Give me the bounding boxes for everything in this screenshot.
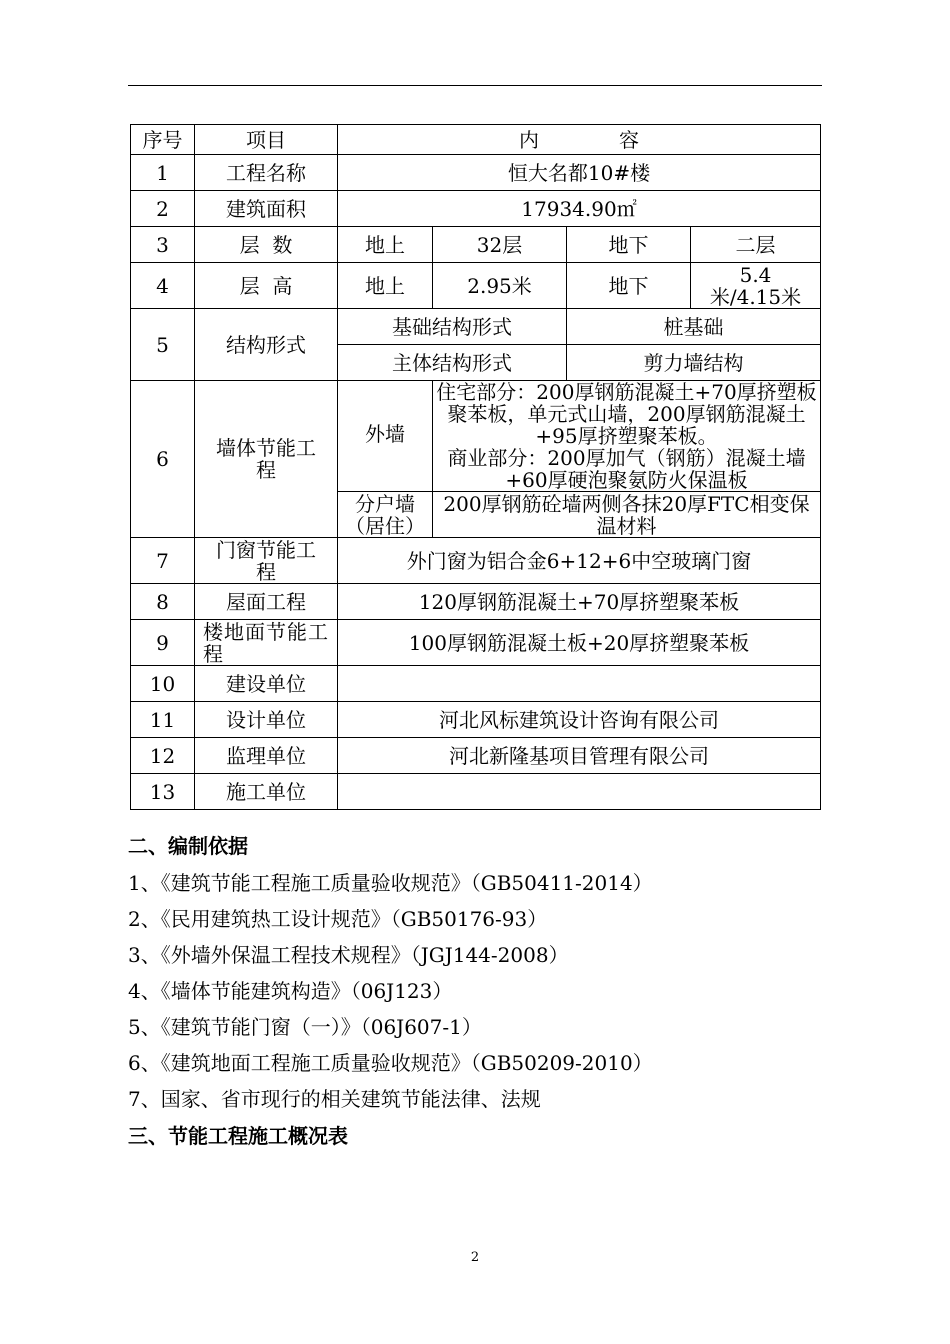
row-content: 100厚钢筋混凝土板+20厚挤塑聚苯板 [338, 620, 821, 666]
row-number: 13 [131, 774, 195, 810]
header-item: 项目 [195, 125, 338, 155]
basis-item: 1、《建筑节能工程施工质量验收规范》（GB50411-2014） [128, 871, 653, 895]
row-item: 层 高 [195, 263, 338, 309]
partition-wall-value: 200厚钢筋砼墙两侧各抹20厚FTC相变保温材料 [433, 492, 821, 538]
header-seq: 序号 [131, 125, 195, 155]
row-number: 8 [131, 584, 195, 620]
row-number: 3 [131, 227, 195, 263]
above-ground-floors: 32层 [433, 227, 567, 263]
table-row [131, 155, 821, 191]
basis-item: 2、《民用建筑热工设计规范》（GB50176-93） [128, 907, 548, 931]
table-row [131, 702, 821, 738]
row-item: 工程名称 [195, 155, 338, 191]
row-content: 外门窗为铝合金6+12+6中空玻璃门窗 [338, 538, 821, 584]
exterior-wall-label: 外墙 [338, 381, 433, 492]
row-number: 1 [131, 155, 195, 191]
table-row [131, 191, 821, 227]
table-row [131, 666, 821, 702]
header-rule [128, 85, 822, 86]
below-ground-floors: 二层 [691, 227, 821, 263]
row-number: 7 [131, 538, 195, 584]
basis-item: 5、《建筑节能门窗（一）》（06J607-1） [128, 1015, 482, 1039]
row-content: 河北新隆基项目管理有限公司 [338, 738, 821, 774]
row-content: 17934.90㎡ [338, 191, 821, 227]
above-ground-label: 地上 [338, 227, 433, 263]
basis-item: 4、《墙体节能建筑构造》（06J123） [128, 979, 453, 1003]
row-item: 墙体节能工程 [195, 381, 338, 538]
residential-wall-spec: 住宅部分：200厚钢筋混凝土+70厚挤塑板聚苯板，单元式山墙，200厚钢筋混凝土+95厚挤塑聚苯板。 [436, 380, 817, 448]
table-row [131, 738, 821, 774]
row-number: 6 [131, 381, 195, 538]
table-row [131, 774, 821, 810]
row-number: 9 [131, 620, 195, 666]
basis-heading: 二、编制依据 [128, 834, 248, 858]
overview-heading: 三、节能工程施工概况表 [128, 1124, 348, 1148]
row-item: 屋面工程 [195, 584, 338, 620]
table-row [131, 309, 821, 345]
table-row [131, 584, 821, 620]
foundation-structure-value: 桩基础 [567, 309, 821, 345]
row-item: 建设单位 [195, 666, 338, 702]
row-item: 设计单位 [195, 702, 338, 738]
partition-wall-label: 分户墙（居住） [338, 492, 433, 538]
exterior-wall-value [433, 381, 821, 492]
table-row [131, 620, 821, 666]
foundation-structure-label: 基础结构形式 [338, 309, 567, 345]
project-info-table [130, 124, 821, 810]
main-structure-value: 剪力墙结构 [567, 345, 821, 381]
row-content [338, 666, 821, 702]
main-structure-label: 主体结构形式 [338, 345, 567, 381]
below-ground-height: 5.4米/4.15米 [691, 263, 821, 309]
row-content [338, 774, 821, 810]
row-number: 10 [131, 666, 195, 702]
basis-item: 3、《外墙外保温工程技术规程》（JGJ144-2008） [128, 943, 569, 967]
below-ground-label: 地下 [567, 263, 691, 309]
table-row [131, 538, 821, 584]
row-content: 恒大名都10#楼 [338, 155, 821, 191]
basis-item: 6、《建筑地面工程施工质量验收规范》（GB50209-2010） [128, 1051, 653, 1075]
table-header-row [131, 125, 821, 155]
header-content: 内 容 [338, 125, 821, 155]
row-item: 施工单位 [195, 774, 338, 810]
row-content: 120厚钢筋混凝土+70厚挤塑聚苯板 [338, 584, 821, 620]
row-number: 5 [131, 309, 195, 381]
row-content: 河北风标建筑设计咨询有限公司 [338, 702, 821, 738]
basis-item: 7、国家、省市现行的相关建筑节能法律、法规 [128, 1087, 541, 1111]
row-item: 建筑面积 [195, 191, 338, 227]
row-number: 4 [131, 263, 195, 309]
row-item: 结构形式 [195, 309, 338, 381]
below-ground-label: 地下 [567, 227, 691, 263]
table-row [131, 263, 821, 309]
table-row [131, 227, 821, 263]
row-item: 层 数 [195, 227, 338, 263]
row-item: 门窗节能工程 [195, 538, 338, 584]
page-number: 2 [470, 1250, 480, 1265]
above-ground-label: 地上 [338, 263, 433, 309]
row-number: 11 [131, 702, 195, 738]
row-number: 2 [131, 191, 195, 227]
commercial-wall-spec: 商业部分：200厚加气（钢筋）混凝土墙+60厚硬泡聚氨防火保温板 [447, 446, 806, 492]
row-number: 12 [131, 738, 195, 774]
table-row [131, 381, 821, 492]
row-item: 监理单位 [195, 738, 338, 774]
row-item: 楼地面节能工程 [195, 620, 338, 666]
above-ground-height: 2.95米 [433, 263, 567, 309]
